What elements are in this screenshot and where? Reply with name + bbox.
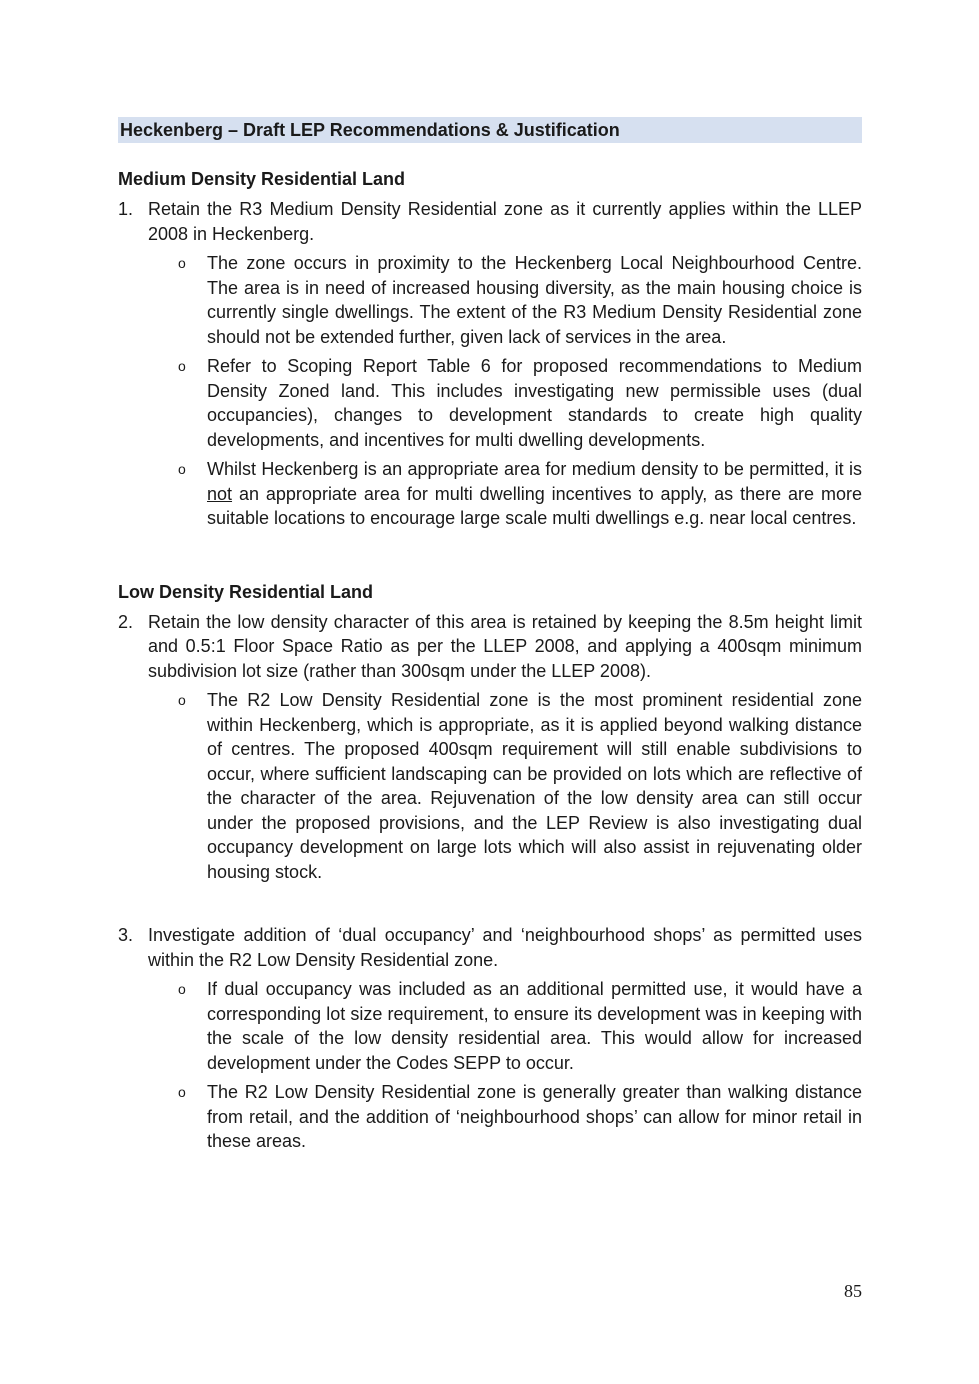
bullet-text: The R2 Low Density Residential zone is the most prominent residential zone within Heckenberg, which is appropriate, as it is applied beyond walking distance of centres. The proposed 400sqm requirement will still enable subdivisions to occur, where sufficient landscaping can be provided on lots which are reflective of the character of the area. Rejuvenation of the low density area can still occur under the proposed provisions, and the LEP Review is also investigating dual occupancy development on large lots which will also assist in rejuvenating older housing stock. bbox=[207, 690, 862, 882]
bullet-list bbox=[118, 977, 862, 1154]
bullet-list bbox=[118, 251, 862, 531]
bullet-text: Refer to Scoping Report Table 6 for proposed recommendations to Medium Density Zoned land. This includes investigating new permissible uses (dual occupancies), changes to development standards to create high quality developments, and incentives for multi dwelling developments. bbox=[207, 356, 862, 450]
bullet-text-before: Whilst Heckenberg is an appropriate area for medium density to be permitted, it is bbox=[207, 459, 862, 479]
bullet-mark: o bbox=[178, 358, 186, 374]
bullet-mark: o bbox=[178, 692, 186, 708]
list-item bbox=[118, 251, 862, 349]
bullet-text bbox=[207, 459, 862, 528]
bullet-text: The R2 Low Density Residential zone is generally greater than walking distance from retail, and the addition of ‘neighbourhood shops’ can allow for minor retail in these areas. bbox=[207, 1082, 862, 1151]
item-text: Retain the R3 Medium Density Residential zone as it currently applies within the LLEP 2008 in Heckenberg. bbox=[148, 199, 862, 244]
underlined-word: not bbox=[207, 483, 233, 504]
bullet-mark: o bbox=[178, 255, 186, 271]
section-heading-low-density: Low Density Residential Land bbox=[118, 581, 374, 602]
bullet-list bbox=[118, 688, 862, 884]
bullet-mark: o bbox=[178, 981, 186, 997]
bullet-text: If dual occupancy was included as an additional permitted use, it would have a corresponding lot size requirement, to ensure its development was in keeping with the scale of the low density residential area. This would allow for increased development under the Codes SEPP to occur. bbox=[207, 979, 862, 1073]
bullet-mark: o bbox=[178, 1084, 186, 1100]
numbered-item-3 bbox=[118, 923, 862, 972]
list-item bbox=[118, 354, 862, 452]
item-number: 1. bbox=[118, 199, 134, 219]
numbered-item-1 bbox=[118, 197, 862, 246]
page-number: 85 bbox=[844, 1281, 862, 1301]
bullet-mark: o bbox=[178, 461, 186, 477]
item-text: Investigate addition of ‘dual occupancy’ and ‘neighbourhood shops’ as permitted uses within the R2 Low Density Residential zone. bbox=[148, 925, 862, 970]
list-item bbox=[118, 457, 862, 531]
bullet-text: The zone occurs in proximity to the Heckenberg Local Neighbourhood Centre. The area is in need of increased housing diversity, as the main housing choice is currently single dwellings. The extent of the R3 Medium Density Residential zone should not be extended further, given lack of services in the area. bbox=[207, 253, 862, 347]
page-title-banner: Heckenberg – Draft LEP Recommendations & Justification bbox=[118, 117, 862, 143]
list-item bbox=[118, 977, 862, 1075]
item-text: Retain the low density character of this area is retained by keeping the 8.5m height limit and 0.5:1 Floor Space Ratio as per the LLEP 2008, and applying a 400sqm minimum subdivision lot size (rather than 300sqm under the LLEP 2008). bbox=[148, 611, 862, 681]
item-number: 3. bbox=[118, 925, 134, 945]
item-number: 2. bbox=[118, 611, 134, 632]
bullet-text-after: an appropriate area for multi dwelling incentives to apply, as there are more suitable locations to encourage large scale multi dwellings e.g. near local centres. bbox=[207, 483, 862, 528]
list-item bbox=[118, 688, 862, 884]
document-page bbox=[118, 117, 862, 1159]
section-heading-medium-density: Medium Density Residential Land bbox=[118, 169, 406, 189]
list-item bbox=[118, 1080, 862, 1154]
numbered-item-2 bbox=[118, 610, 862, 684]
